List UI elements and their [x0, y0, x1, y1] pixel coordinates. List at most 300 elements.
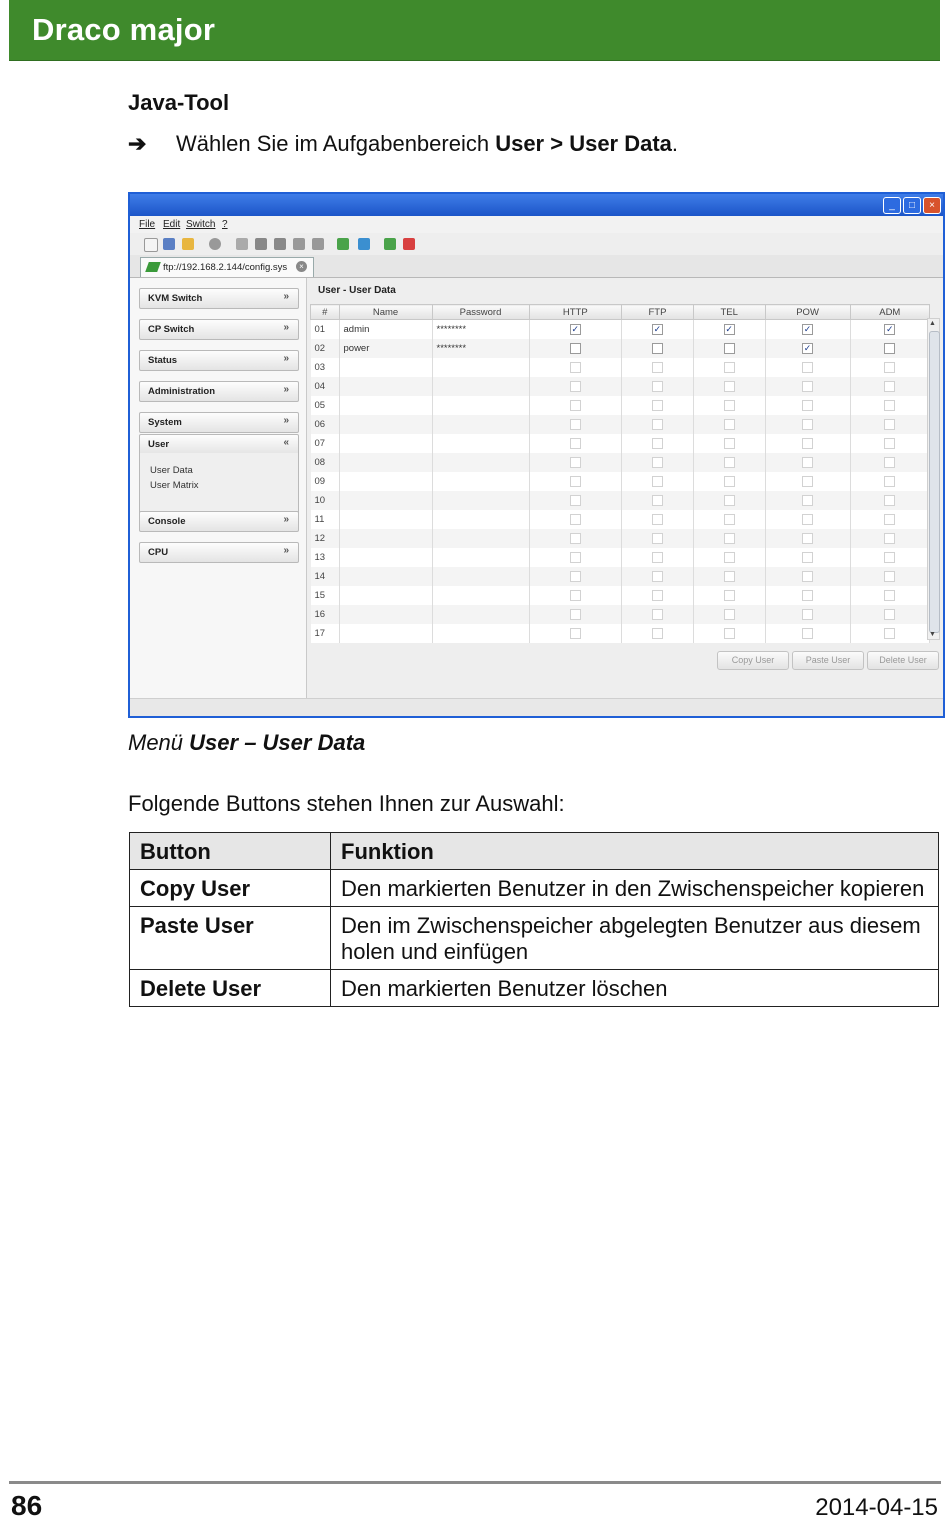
ftp-permission-cell[interactable]: [622, 358, 694, 377]
pow-checkbox[interactable]: [802, 628, 813, 639]
new-icon[interactable]: [144, 238, 158, 252]
table-row[interactable]: [311, 415, 930, 434]
pow-permission-cell[interactable]: [765, 415, 850, 434]
password-cell[interactable]: [432, 510, 529, 529]
table-row[interactable]: [311, 605, 930, 624]
password-cell[interactable]: [432, 396, 529, 415]
ftp-permission-cell[interactable]: [622, 320, 694, 340]
tel-checkbox[interactable]: [724, 457, 735, 468]
adm-permission-cell[interactable]: [850, 624, 929, 643]
adm-checkbox[interactable]: [884, 343, 895, 354]
adm-checkbox[interactable]: [884, 590, 895, 601]
http-permission-cell[interactable]: [529, 453, 622, 472]
pow-permission-cell[interactable]: [765, 434, 850, 453]
sidebar-item-status[interactable]: [139, 350, 299, 371]
adm-permission-cell[interactable]: [850, 339, 929, 358]
http-permission-cell[interactable]: [529, 624, 622, 643]
paste-icon[interactable]: [274, 238, 286, 250]
adm-checkbox[interactable]: [884, 533, 895, 544]
sidebar-item-administration[interactable]: [139, 381, 299, 402]
user-name-cell[interactable]: [339, 586, 432, 605]
table-row[interactable]: [311, 396, 930, 415]
user-name-cell[interactable]: [339, 377, 432, 396]
pow-checkbox[interactable]: [802, 590, 813, 601]
row-number[interactable]: 07: [311, 434, 340, 453]
menu-edit[interactable]: Edit: [163, 219, 181, 230]
http-checkbox[interactable]: [570, 495, 581, 506]
menubar: [130, 216, 943, 233]
paste-user-button[interactable]: Paste User: [792, 651, 864, 670]
table-row[interactable]: [311, 491, 930, 510]
menu-file[interactable]: File: [139, 219, 156, 230]
row-number[interactable]: 03: [311, 358, 340, 377]
caption-bold: User – User Data: [189, 730, 366, 755]
http-permission-cell[interactable]: [529, 548, 622, 567]
user-name-cell[interactable]: admin: [339, 320, 432, 340]
ftp-checkbox[interactable]: ✓: [653, 323, 662, 334]
http-checkbox[interactable]: [570, 438, 581, 449]
col-header-name[interactable]: Name: [339, 305, 432, 320]
http-checkbox[interactable]: [570, 514, 581, 525]
tel-permission-cell[interactable]: [693, 377, 765, 396]
adm-permission-cell[interactable]: [850, 586, 929, 605]
adm-permission-cell[interactable]: [850, 510, 929, 529]
tab-config-file[interactable]: [140, 257, 314, 277]
table-row: [130, 870, 939, 907]
row-number[interactable]: 17: [311, 624, 340, 643]
pow-checkbox[interactable]: [802, 400, 813, 411]
http-permission-cell[interactable]: [529, 567, 622, 586]
pow-permission-cell[interactable]: [765, 453, 850, 472]
row-number[interactable]: 11: [311, 510, 340, 529]
http-permission-cell[interactable]: [529, 377, 622, 396]
pow-checkbox[interactable]: [802, 381, 813, 392]
tel-checkbox[interactable]: [724, 438, 735, 449]
adm-permission-cell[interactable]: [850, 377, 929, 396]
sidebar-item-system[interactable]: [139, 412, 299, 433]
ftp-permission-cell[interactable]: [622, 434, 694, 453]
table-row[interactable]: [311, 434, 930, 453]
password-cell[interactable]: [432, 491, 529, 510]
adm-permission-cell[interactable]: [850, 567, 929, 586]
ftp-checkbox[interactable]: [652, 590, 663, 601]
tel-checkbox[interactable]: [724, 400, 735, 411]
tel-checkbox[interactable]: [724, 362, 735, 373]
row-number[interactable]: 15: [311, 586, 340, 605]
scrollbar-thumb[interactable]: [929, 331, 940, 633]
upload-icon[interactable]: [358, 238, 370, 250]
adm-checkbox[interactable]: [884, 571, 895, 582]
connect-icon[interactable]: [384, 238, 396, 250]
pow-checkbox[interactable]: [802, 609, 813, 620]
password-cell[interactable]: [432, 472, 529, 491]
col-header-tel[interactable]: TEL: [693, 305, 765, 320]
pow-checkbox[interactable]: [802, 552, 813, 563]
row-number[interactable]: 04: [311, 377, 340, 396]
tel-permission-cell[interactable]: [693, 548, 765, 567]
sidebar-item-console[interactable]: [139, 511, 299, 532]
ftp-permission-cell[interactable]: [622, 396, 694, 415]
tab-close-icon[interactable]: ×: [296, 261, 307, 272]
row-number[interactable]: 16: [311, 605, 340, 624]
table-row[interactable]: [311, 472, 930, 491]
close-button[interactable]: ×: [923, 197, 941, 214]
adm-checkbox[interactable]: [884, 628, 895, 639]
menu-switch[interactable]: Switch: [186, 219, 216, 230]
sidebar-subitem-user-data[interactable]: User Data: [150, 465, 193, 476]
ftp-checkbox[interactable]: [652, 362, 663, 373]
http-checkbox[interactable]: [570, 533, 581, 544]
ftp-permission-cell[interactable]: [622, 491, 694, 510]
ftp-checkbox[interactable]: [652, 514, 663, 525]
password-cell[interactable]: [432, 586, 529, 605]
connection-icon: [145, 262, 161, 272]
adm-permission-cell[interactable]: [850, 548, 929, 567]
table-row[interactable]: [311, 529, 930, 548]
adm-checkbox[interactable]: ✓: [886, 323, 894, 334]
user-name-cell[interactable]: [339, 396, 432, 415]
table-row[interactable]: [311, 358, 930, 377]
user-name-cell[interactable]: [339, 510, 432, 529]
row-number[interactable]: 12: [311, 529, 340, 548]
col-header-http[interactable]: HTTP: [529, 305, 622, 320]
http-permission-cell[interactable]: [529, 339, 622, 358]
col-header-ftp[interactable]: FTP: [622, 305, 694, 320]
tel-permission-cell[interactable]: [693, 358, 765, 377]
password-cell[interactable]: [432, 567, 529, 586]
app-screenshot: [128, 192, 945, 718]
tel-permission-cell[interactable]: [693, 567, 765, 586]
adm-permission-cell[interactable]: [850, 434, 929, 453]
adm-checkbox[interactable]: [884, 381, 895, 392]
http-permission-cell[interactable]: [529, 491, 622, 510]
tel-permission-cell[interactable]: [693, 624, 765, 643]
ftp-checkbox[interactable]: [652, 400, 663, 411]
http-checkbox[interactable]: [570, 400, 581, 411]
ftp-permission-cell[interactable]: [622, 548, 694, 567]
adm-checkbox[interactable]: [884, 419, 895, 430]
http-permission-cell[interactable]: [529, 434, 622, 453]
caption-prefix: Menü: [128, 730, 190, 755]
sidebar-item-cp-switch[interactable]: [139, 319, 299, 340]
http-checkbox[interactable]: [570, 571, 581, 582]
tel-checkbox[interactable]: [724, 514, 735, 525]
disconnect-icon[interactable]: [403, 238, 415, 250]
adm-permission-cell[interactable]: [850, 453, 929, 472]
http-checkbox[interactable]: [570, 343, 581, 354]
tel-permission-cell[interactable]: [693, 510, 765, 529]
delete-icon[interactable]: [312, 238, 324, 250]
password-cell[interactable]: [432, 377, 529, 396]
tel-permission-cell[interactable]: [693, 491, 765, 510]
minimize-button[interactable]: _: [883, 197, 901, 214]
ftp-permission-cell[interactable]: [622, 529, 694, 548]
ftp-permission-cell[interactable]: [622, 453, 694, 472]
adm-permission-cell[interactable]: [850, 472, 929, 491]
refresh-icon[interactable]: [209, 238, 221, 250]
ftp-checkbox[interactable]: [652, 609, 663, 620]
adm-checkbox[interactable]: [884, 457, 895, 468]
pow-permission-cell[interactable]: [765, 586, 850, 605]
ftp-permission-cell[interactable]: [622, 339, 694, 358]
pow-checkbox[interactable]: [802, 362, 813, 373]
pow-permission-cell[interactable]: [765, 548, 850, 567]
page-header-title: Draco major: [32, 12, 216, 47]
tel-checkbox[interactable]: [724, 476, 735, 487]
password-cell[interactable]: [432, 529, 529, 548]
pow-permission-cell[interactable]: [765, 510, 850, 529]
http-checkbox[interactable]: [570, 381, 581, 392]
tel-checkbox[interactable]: [724, 343, 735, 354]
sidebar-item-user[interactable]: [139, 434, 299, 455]
adm-permission-cell[interactable]: [850, 320, 929, 340]
pow-checkbox[interactable]: [802, 514, 813, 525]
adm-checkbox[interactable]: [884, 514, 895, 525]
ftp-permission-cell[interactable]: [622, 567, 694, 586]
http-checkbox[interactable]: [570, 457, 581, 468]
tel-checkbox[interactable]: [724, 495, 735, 506]
ftp-checkbox[interactable]: [652, 457, 663, 468]
ftp-permission-cell[interactable]: [622, 510, 694, 529]
http-checkbox[interactable]: ✓: [571, 323, 580, 334]
delete-user-button[interactable]: Delete User: [867, 651, 939, 670]
adm-permission-cell[interactable]: [850, 396, 929, 415]
password-cell[interactable]: [432, 453, 529, 472]
http-permission-cell[interactable]: [529, 396, 622, 415]
edit-icon[interactable]: [293, 238, 305, 250]
copy-user-button[interactable]: Copy User: [717, 651, 789, 670]
ftp-checkbox[interactable]: [652, 476, 663, 487]
user-name-cell[interactable]: [339, 434, 432, 453]
pow-permission-cell[interactable]: [765, 472, 850, 491]
table-row[interactable]: [311, 320, 930, 340]
sidebar-subitem-user-matrix[interactable]: User Matrix: [150, 480, 199, 491]
pow-permission-cell[interactable]: [765, 396, 850, 415]
http-permission-cell[interactable]: [529, 358, 622, 377]
row-number[interactable]: 10: [311, 491, 340, 510]
row-number[interactable]: 01: [311, 320, 340, 340]
ftp-checkbox[interactable]: [652, 571, 663, 582]
ftp-permission-cell[interactable]: [622, 415, 694, 434]
pow-checkbox[interactable]: [802, 476, 813, 487]
scroll-up-icon[interactable]: ▲: [929, 320, 936, 327]
tel-permission-cell[interactable]: [693, 434, 765, 453]
sidebar-item-kvm-switch[interactable]: [139, 288, 299, 309]
user-name-cell[interactable]: [339, 491, 432, 510]
pow-checkbox[interactable]: [802, 438, 813, 449]
http-checkbox[interactable]: [570, 552, 581, 563]
table-row[interactable]: [311, 453, 930, 472]
password-cell[interactable]: [432, 548, 529, 567]
sidebar-item-cpu[interactable]: [139, 542, 299, 563]
table-row[interactable]: [311, 624, 930, 643]
row-number[interactable]: 06: [311, 415, 340, 434]
ftp-checkbox[interactable]: [652, 552, 663, 563]
password-cell[interactable]: [432, 605, 529, 624]
vertical-scrollbar[interactable]: [927, 318, 940, 640]
ftp-checkbox[interactable]: [652, 438, 663, 449]
adm-permission-cell[interactable]: [850, 358, 929, 377]
tel-checkbox[interactable]: [724, 590, 735, 601]
http-permission-cell[interactable]: [529, 586, 622, 605]
http-checkbox[interactable]: [570, 590, 581, 601]
tel-checkbox[interactable]: [724, 552, 735, 563]
table-cell-button: Paste User: [130, 907, 331, 970]
pow-permission-cell[interactable]: [765, 624, 850, 643]
ftp-checkbox[interactable]: [652, 628, 663, 639]
tel-permission-cell[interactable]: [693, 415, 765, 434]
pow-permission-cell[interactable]: [765, 320, 850, 340]
pow-checkbox[interactable]: ✓: [803, 342, 812, 353]
pow-permission-cell[interactable]: [765, 339, 850, 358]
adm-checkbox[interactable]: [884, 552, 895, 563]
password-cell[interactable]: [432, 434, 529, 453]
tel-permission-cell[interactable]: [693, 320, 765, 340]
table-header-function: Funktion: [331, 833, 939, 870]
table-row[interactable]: [311, 339, 930, 358]
password-cell[interactable]: [432, 624, 529, 643]
table-cell-function: Den im Zwischenspeicher abgelegten Benutzer aus diesem holen und einfügen: [331, 907, 939, 970]
user-name-cell[interactable]: [339, 624, 432, 643]
ftp-checkbox[interactable]: [652, 381, 663, 392]
password-cell[interactable]: ********: [432, 339, 529, 358]
ftp-checkbox[interactable]: [652, 343, 663, 354]
user-name-cell[interactable]: [339, 358, 432, 377]
pow-permission-cell[interactable]: [765, 377, 850, 396]
tel-permission-cell[interactable]: [693, 605, 765, 624]
tel-checkbox[interactable]: [724, 571, 735, 582]
password-cell[interactable]: [432, 415, 529, 434]
pow-checkbox[interactable]: [802, 495, 813, 506]
col-header-adm[interactable]: ADM: [850, 305, 929, 320]
http-checkbox[interactable]: [570, 419, 581, 430]
pow-permission-cell[interactable]: [765, 567, 850, 586]
ftp-checkbox[interactable]: [652, 419, 663, 430]
ftp-permission-cell[interactable]: [622, 605, 694, 624]
user-name-cell[interactable]: [339, 529, 432, 548]
chevron-down-icon: »: [283, 514, 289, 525]
http-permission-cell[interactable]: [529, 472, 622, 491]
adm-permission-cell[interactable]: [850, 415, 929, 434]
ftp-permission-cell[interactable]: [622, 472, 694, 491]
pow-permission-cell[interactable]: [765, 491, 850, 510]
tel-permission-cell[interactable]: [693, 339, 765, 358]
adm-checkbox[interactable]: [884, 400, 895, 411]
tel-checkbox[interactable]: [724, 628, 735, 639]
tel-permission-cell[interactable]: [693, 586, 765, 605]
download-icon[interactable]: [337, 238, 349, 250]
user-name-cell[interactable]: [339, 415, 432, 434]
ftp-checkbox[interactable]: [652, 533, 663, 544]
row-number[interactable]: 05: [311, 396, 340, 415]
table-row[interactable]: [311, 586, 930, 605]
adm-permission-cell[interactable]: [850, 605, 929, 624]
table-cell-function: Den markierten Benutzer löschen: [331, 970, 939, 1007]
adm-checkbox[interactable]: [884, 476, 895, 487]
ftp-permission-cell[interactable]: [622, 624, 694, 643]
copy-icon[interactable]: [255, 238, 267, 250]
http-checkbox[interactable]: [570, 362, 581, 373]
user-name-cell[interactable]: [339, 472, 432, 491]
table-row[interactable]: [311, 510, 930, 529]
ftp-permission-cell[interactable]: [622, 586, 694, 605]
user-name-cell[interactable]: [339, 548, 432, 567]
password-cell[interactable]: ********: [432, 320, 529, 340]
http-permission-cell[interactable]: [529, 415, 622, 434]
http-checkbox[interactable]: [570, 628, 581, 639]
http-permission-cell[interactable]: [529, 605, 622, 624]
maximize-button[interactable]: □: [903, 197, 921, 214]
sidebar-item-label: System: [148, 417, 182, 428]
cut-icon[interactable]: [236, 238, 248, 250]
adm-checkbox[interactable]: [884, 609, 895, 620]
tel-permission-cell[interactable]: [693, 472, 765, 491]
user-name-cell[interactable]: [339, 453, 432, 472]
scroll-down-icon[interactable]: ▼: [929, 631, 936, 638]
pow-checkbox[interactable]: ✓: [803, 323, 812, 334]
password-cell[interactable]: [432, 358, 529, 377]
ftp-permission-cell[interactable]: [622, 377, 694, 396]
http-checkbox[interactable]: [570, 609, 581, 620]
tel-checkbox[interactable]: [724, 381, 735, 392]
pow-permission-cell[interactable]: [765, 605, 850, 624]
pow-checkbox[interactable]: [802, 571, 813, 582]
table-row[interactable]: [311, 377, 930, 396]
pow-checkbox[interactable]: [802, 457, 813, 468]
tab-label: ftp://192.168.2.144/config.sys: [163, 262, 288, 273]
col-header-password[interactable]: Password: [432, 305, 529, 320]
adm-checkbox[interactable]: [884, 438, 895, 449]
tel-checkbox[interactable]: [724, 419, 735, 430]
user-name-cell[interactable]: [339, 567, 432, 586]
pow-checkbox[interactable]: [802, 533, 813, 544]
user-name-cell[interactable]: power: [339, 339, 432, 358]
tel-checkbox[interactable]: [724, 609, 735, 620]
menu-help[interactable]: ?: [222, 219, 228, 230]
pow-checkbox[interactable]: [802, 419, 813, 430]
pow-permission-cell[interactable]: [765, 358, 850, 377]
row-number[interactable]: 14: [311, 567, 340, 586]
http-checkbox[interactable]: [570, 476, 581, 487]
pow-permission-cell[interactable]: [765, 529, 850, 548]
row-number[interactable]: 02: [311, 339, 340, 358]
tel-permission-cell[interactable]: [693, 396, 765, 415]
adm-checkbox[interactable]: [884, 362, 895, 373]
adm-permission-cell[interactable]: [850, 491, 929, 510]
row-number[interactable]: 09: [311, 472, 340, 491]
tel-checkbox[interactable]: ✓: [725, 323, 733, 334]
tel-permission-cell[interactable]: [693, 529, 765, 548]
row-number[interactable]: 08: [311, 453, 340, 472]
http-permission-cell[interactable]: [529, 320, 622, 340]
col-header-pow[interactable]: POW: [765, 305, 850, 320]
http-permission-cell[interactable]: [529, 510, 622, 529]
open-folder-icon[interactable]: [182, 238, 194, 250]
table-row: [130, 970, 939, 1007]
col-header-num[interactable]: #: [311, 305, 340, 320]
table-row[interactable]: [311, 567, 930, 586]
user-name-cell[interactable]: [339, 605, 432, 624]
http-permission-cell[interactable]: [529, 529, 622, 548]
row-number[interactable]: 13: [311, 548, 340, 567]
save-icon[interactable]: [163, 238, 175, 250]
tel-permission-cell[interactable]: [693, 453, 765, 472]
adm-permission-cell[interactable]: [850, 529, 929, 548]
table-row[interactable]: [311, 548, 930, 567]
ftp-checkbox[interactable]: [652, 495, 663, 506]
adm-checkbox[interactable]: [884, 495, 895, 506]
tel-checkbox[interactable]: [724, 533, 735, 544]
